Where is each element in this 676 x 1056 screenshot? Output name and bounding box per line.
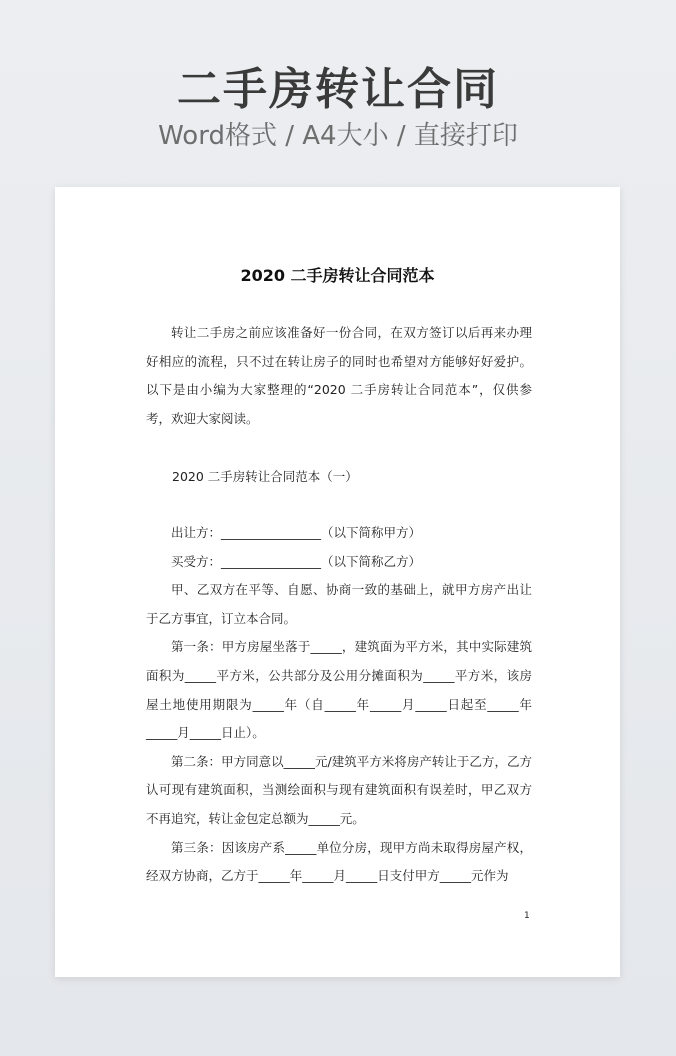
article-2: 第二条：甲方同意以_____元/建筑平方米将房产转让于乙方，乙方认可现有建筑面积，当测绘面积与现有建筑面积有误差时，甲乙双方不再追究，转让金包定总额为_____元。 xyxy=(146,753,532,826)
contract-body xyxy=(146,519,532,891)
seller-line: 出让方：________________（以下简称甲方） xyxy=(171,525,422,540)
banner-title: 二手房转让合同 xyxy=(177,64,499,115)
buyer-line: 买受方：________________（以下简称乙方） xyxy=(171,553,422,569)
intro-section xyxy=(146,319,532,433)
article-3: 第三条：因该房产系_____单位分房，现甲方尚未取得房屋产权，经双方协商，乙方于_____年_____月_____日支付甲方_____元作为 xyxy=(146,839,532,884)
banner-subtitle: Word格式 / A4大小 / 直接打印 xyxy=(158,121,518,151)
intro-paragraph: 转让二手房之前应该准备好一份合同，在双方签订以后再来办理好相应的流程，只不过在转让房子的同时也希望对方能够好好爱护。以下是由小编为大家整理的“2020 二手房转让合同范本”，仅供参考，欢迎大家阅读。 xyxy=(146,325,532,426)
document-title: 2020 二手房转让合同范本 xyxy=(240,266,435,285)
article-1: 第一条：甲方房屋坐落于_____，建筑面为平方米，其中实际建筑面积为_____平方米，公共部分及公用分摊面积为_____平方米，该房屋土地使用期限为_____年（自_____年_____月_____日起至_____年_____月_____日止）。 xyxy=(146,639,532,741)
preamble-paragraph: 甲、乙双方在平等、自愿、协商一致的基础上，就甲方房产出让于乙方事宜，订立本合同。 xyxy=(146,582,532,626)
document-page xyxy=(55,187,620,977)
section-heading: 2020 二手房转让合同范本（一） xyxy=(172,469,358,484)
page-number: 1 xyxy=(524,911,530,921)
